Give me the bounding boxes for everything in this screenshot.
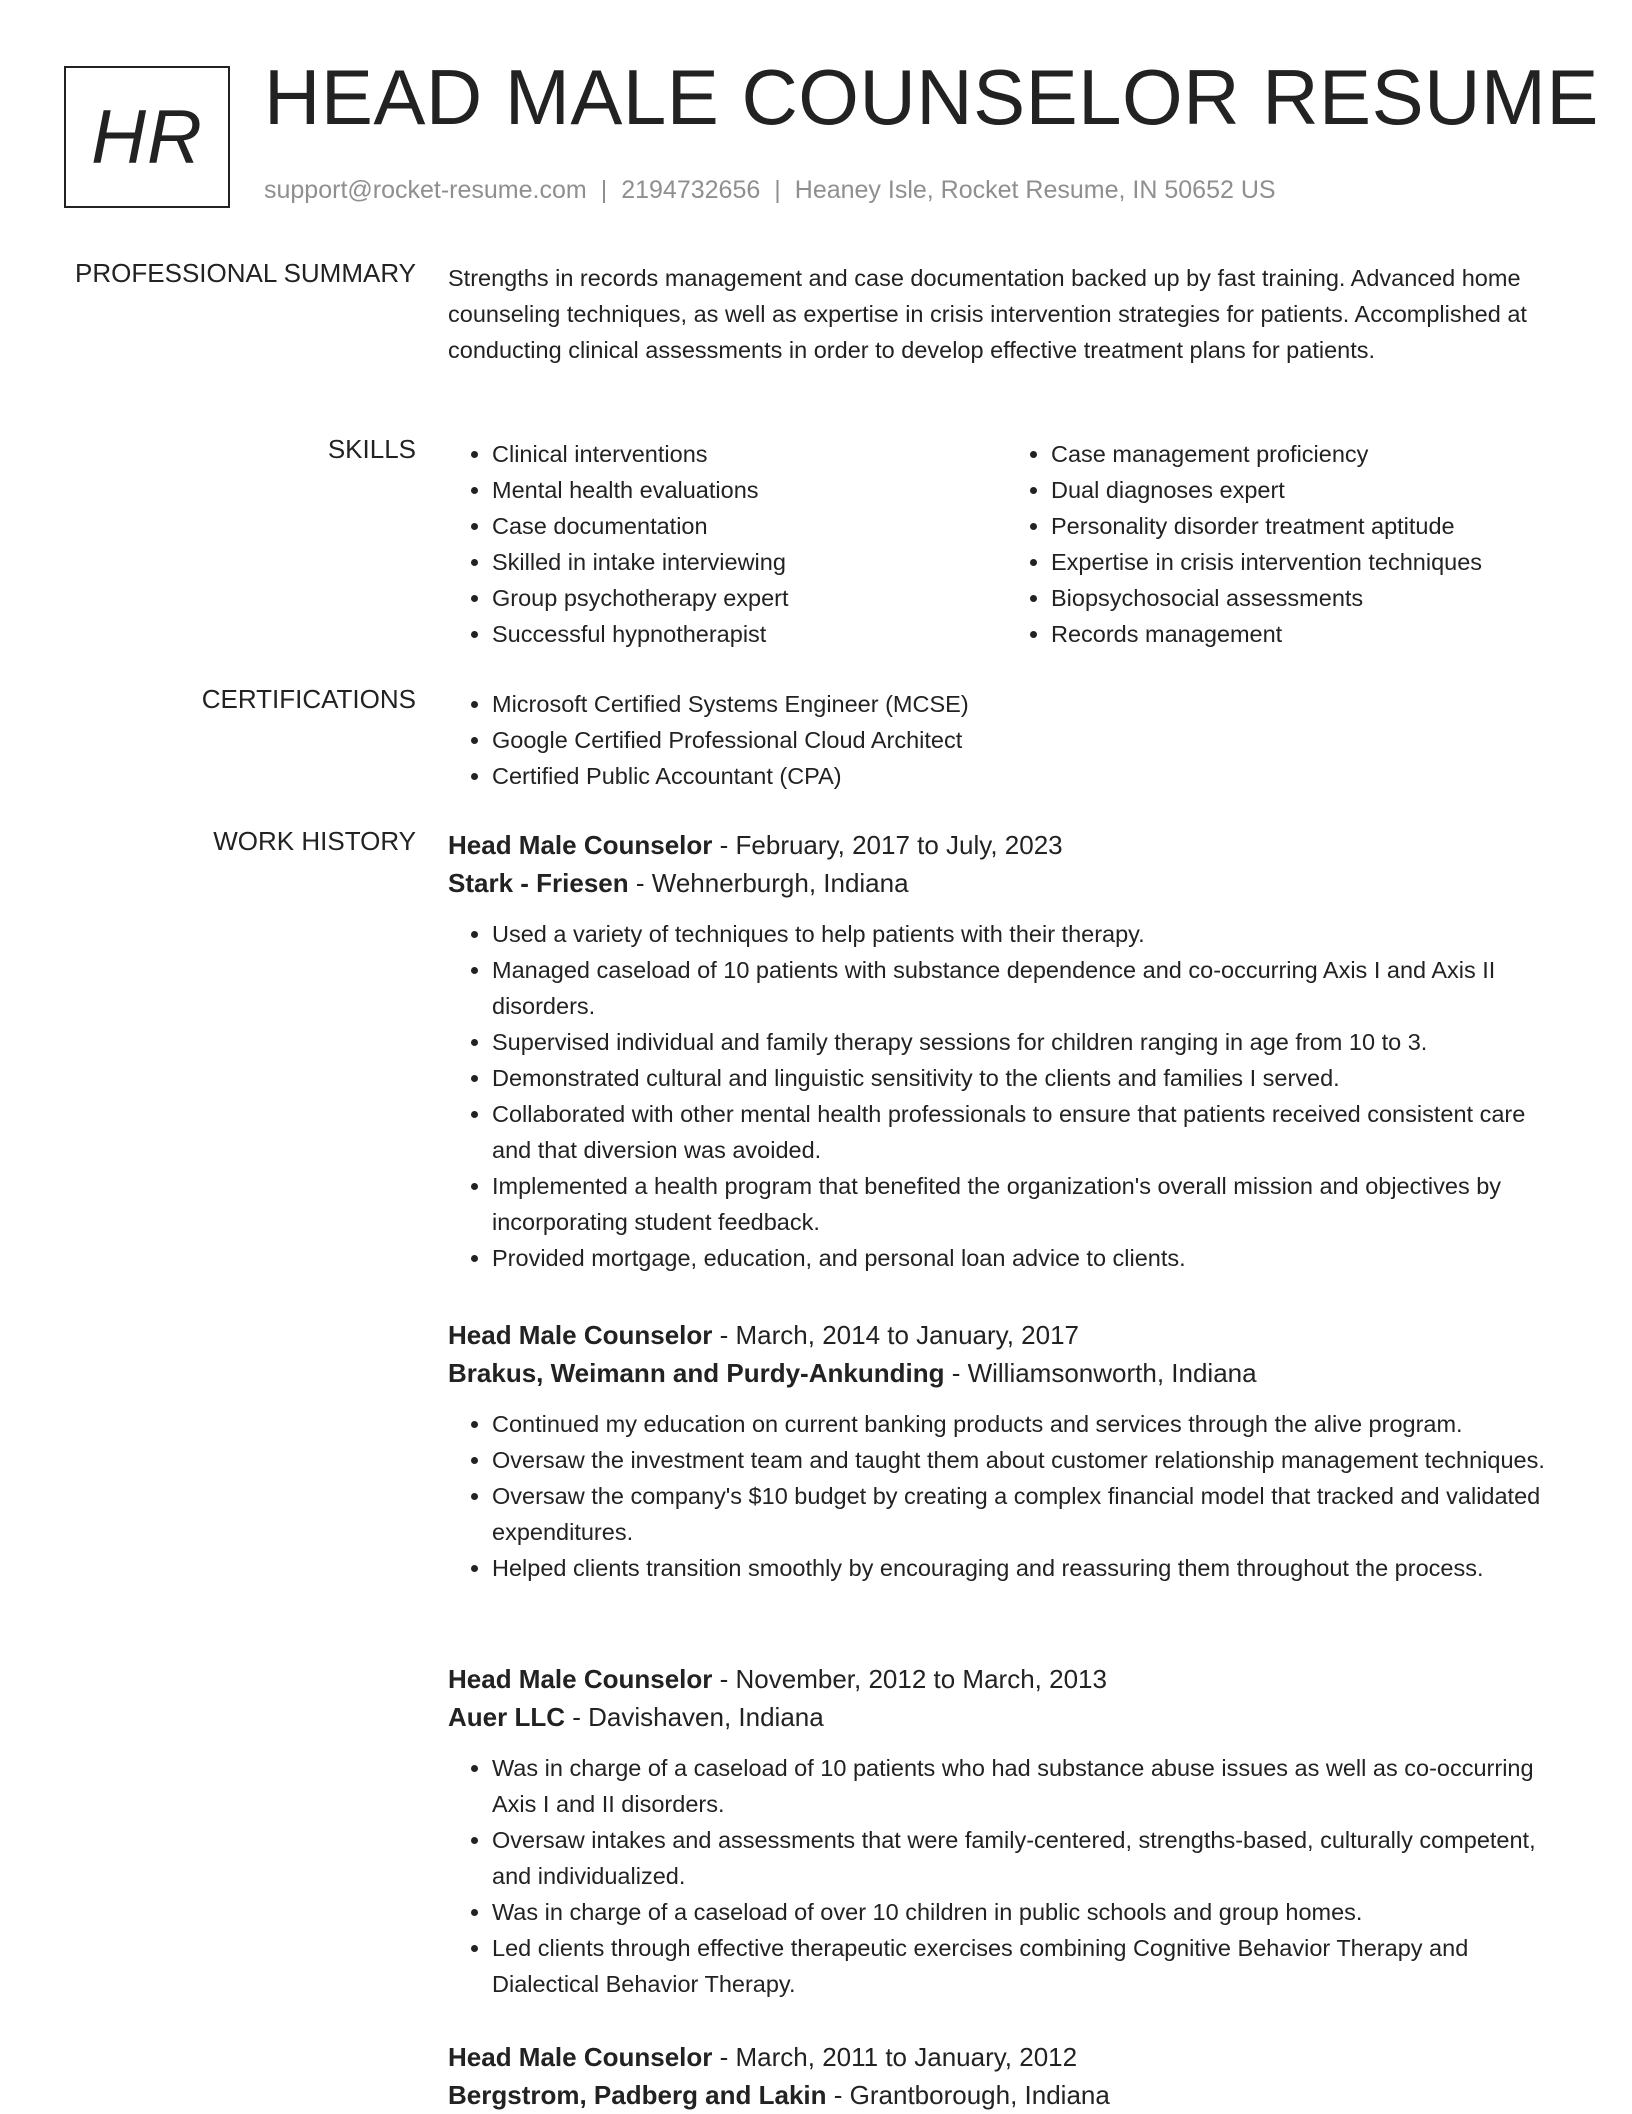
job-bullet: • Demonstrated cultural and linguistic sensitivity to the clients and families I served. (492, 1060, 1566, 1096)
job-company: Stark - Friesen (448, 868, 629, 898)
job-bullet: • Implemented a health program that benefited the organization's overall mission and objectives by incorporating student feedback. (492, 1168, 1566, 1240)
summary-text: Strengths in records management and case documentation backed up by fast training. Advanced home counseling techniques, as well as expertise in crisis intervention strategies for patients. Accomplished at conducting clinical assessments in order to develop effective treatment plans for patients. (448, 265, 1527, 363)
job-bullet: • Managed caseload of 10 patients with substance dependence and co-occurring Axis I and Axis II disorders. (492, 952, 1566, 1024)
job-entry (448, 1660, 1566, 2002)
monogram-logo: HR (64, 66, 230, 208)
job-bullet: • Oversaw intakes and assessments that were family-centered, strengths-based, culturally competent, and individualized. (492, 1822, 1566, 1894)
job-location: - Williamsonworth, Indiana (944, 1358, 1257, 1388)
job-dates: - November, 2012 to March, 2013 (712, 1664, 1107, 1694)
job-dates: - March, 2011 to January, 2012 (712, 2042, 1078, 2072)
skill-item: • Case documentation (492, 508, 1007, 544)
job-title: Head Male Counselor (448, 2042, 713, 2072)
skill-item: • Mental health evaluations (492, 472, 1007, 508)
job-bullet: • Oversaw the investment team and taught them about customer relationship management techniques. (492, 1442, 1566, 1478)
job-title-line (448, 1660, 1566, 1698)
job-title: Head Male Counselor (448, 1664, 713, 1694)
job-bullet: • Led clients through effective therapeutic exercises combining Cognitive Behavior Therapy and Dialectical Behavior Therapy. (492, 1930, 1566, 2002)
skill-item: • Group psychotherapy expert (492, 580, 1007, 616)
job-bullets (448, 1750, 1566, 2002)
skill-item: • Case management proficiency (1051, 436, 1566, 472)
skills-list-right (1007, 436, 1566, 652)
contact-separator: | (774, 176, 781, 204)
job-bullet: • Was in charge of a caseload of over 10 children in public schools and group homes. (492, 1894, 1566, 1930)
job-bullets (448, 1406, 1566, 1586)
contact-line (264, 176, 1276, 205)
job-bullet: • Collaborated with other mental health professionals to ensure that patients received consistent care and that diversion was avoided. (492, 1096, 1566, 1168)
job-title-line (448, 2038, 1566, 2076)
section-label-skills: SKILLS (327, 434, 416, 464)
job-company-line (448, 2076, 1566, 2114)
job-entry (448, 826, 1566, 1276)
contact-separator: | (600, 176, 608, 204)
skill-item: • Skilled in intake interviewing (492, 544, 1007, 580)
resume-title: HEAD MALE COUNSELOR RESUME (264, 53, 1599, 141)
job-title: Head Male Counselor (448, 1320, 713, 1350)
skill-item: • Records management (1051, 616, 1566, 652)
job-bullet: • Oversaw the company's $10 budget by creating a complex financial model that tracked and validated expenditures. (492, 1478, 1566, 1550)
section-label-work-history: WORK HISTORY (213, 826, 416, 856)
skill-item: • Biopsychosocial assessments (1051, 580, 1566, 616)
job-bullet: • Provided mortgage, education, and personal loan advice to clients. (492, 1240, 1566, 1276)
job-location: - Grantborough, Indiana (826, 2080, 1110, 2110)
section-label-certifications: CERTIFICATIONS (201, 684, 416, 714)
job-location: - Wehnerburgh, Indiana (628, 868, 909, 898)
certification-item: • Certified Public Accountant (CPA) (492, 758, 1566, 794)
job-title-line (448, 826, 1566, 864)
certifications-list (448, 686, 1566, 794)
job-title: Head Male Counselor (448, 830, 713, 860)
job-company: Brakus, Weimann and Purdy-Ankunding (448, 1358, 945, 1388)
job-company: Bergstrom, Padberg and Lakin (448, 2080, 827, 2110)
contact-phone[interactable]: 2194732656 (621, 176, 761, 204)
section-label-summary: PROFESSIONAL SUMMARY (75, 258, 416, 288)
job-company-line (448, 1698, 1566, 1736)
job-bullet: • Continued my education on current banking products and services through the alive program. (492, 1406, 1566, 1442)
job-bullets (448, 916, 1566, 1276)
job-bullet: • Helped clients transition smoothly by encouraging and reassuring them throughout the process. (492, 1550, 1566, 1586)
job-company-line (448, 1354, 1566, 1392)
job-title-line (448, 1316, 1566, 1354)
skill-item: • Dual diagnoses expert (1051, 472, 1566, 508)
skill-item: • Successful hypnotherapist (492, 616, 1007, 652)
skill-item: • Personality disorder treatment aptitude (1051, 508, 1566, 544)
skills-list-left (448, 436, 1007, 652)
job-location: - Davishaven, Indiana (565, 1702, 824, 1732)
job-entry (448, 1316, 1566, 1586)
job-bullet: • Used a variety of techniques to help patients with their therapy. (492, 916, 1566, 952)
certification-item: • Microsoft Certified Systems Engineer (MCSE) (492, 686, 1566, 722)
job-entry (448, 2038, 1566, 2114)
job-dates: - February, 2017 to July, 2023 (712, 830, 1063, 860)
certification-item: • Google Certified Professional Cloud Architect (492, 722, 1566, 758)
skill-item: • Expertise in crisis intervention techniques (1051, 544, 1566, 580)
job-bullet: • Was in charge of a caseload of 10 patients who had substance abuse issues as well as co-occurring Axis I and II disorders. (492, 1750, 1566, 1822)
job-company: Auer LLC (448, 1702, 565, 1732)
job-bullet: • Supervised individual and family therapy sessions for children ranging in age from 10 to 3. (492, 1024, 1566, 1060)
job-company-line (448, 864, 1566, 902)
skill-item: • Clinical interventions (492, 436, 1007, 472)
job-dates: - March, 2014 to January, 2017 (712, 1320, 1080, 1350)
contact-email[interactable]: support@rocket-resume.com (264, 176, 587, 204)
contact-address: Heaney Isle, Rocket Resume, IN 50652 US (794, 176, 1276, 204)
